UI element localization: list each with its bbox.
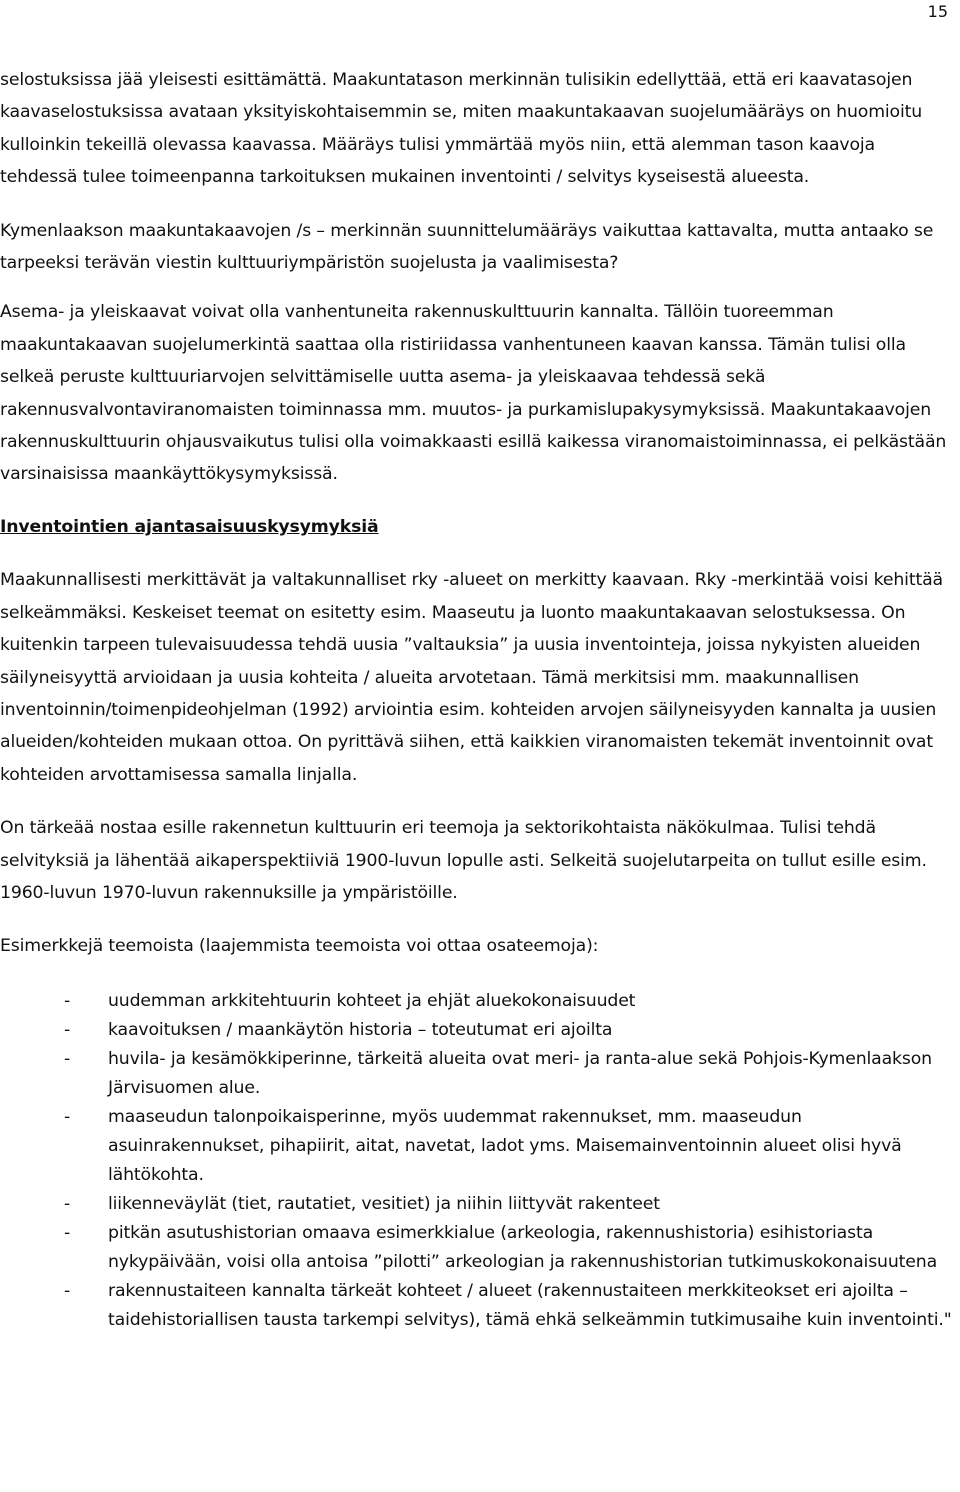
- list-item-text: huvila- ja kesämökkiperinne, tärkeitä alueita ovat meri- ja ranta-alue sekä Pohjois-Kymenlaakson Järvisuomen alue.: [108, 1048, 932, 1098]
- list-marker: -: [64, 1106, 71, 1127]
- theme-list: [0, 987, 952, 1335]
- list-item-text: rakennustaiteen kannalta tärkeät kohteet / alueet (rakennustaiteen merkkiteokset eri ajoilta – taidehistoriallisen tausta tarkempi selvitys), tämä ehkä selkeämmin tutkimusaihe kuin inventointi.": [108, 1280, 952, 1330]
- paragraph: On tärkeää nostaa esille rakennetun kulttuurin eri teemoja ja sektorikohtaista näkökulmaa. Tulisi tehdä selvityksiä ja lähentää aikaperspektiiviä 1900-luvun lopulle asti. Selkeitä suojelutarpeita on tullut esille esim. 1960-luvun 1970-luvun rakennuksille ja ympäristöille.: [0, 818, 927, 903]
- list-item-text: uudemman arkkitehtuurin kohteet ja ehjät aluekokonaisuudet: [108, 990, 636, 1011]
- list-marker: -: [64, 1048, 71, 1069]
- list-item: [0, 1190, 952, 1219]
- list-marker: -: [64, 1222, 71, 1243]
- list-item: [0, 1016, 952, 1045]
- list-item-text: maaseudun talonpoikaisperinne, myös uudemmat rakennukset, mm. maaseudun asuinrakennukset, pihapiirit, aitat, navetat, ladot yms. Maisemainventoinnin alueet olisi hyvä lähtökohta.: [108, 1106, 902, 1185]
- list-item: [0, 987, 952, 1016]
- paragraph: Asema- ja yleiskaavat voivat olla vanhentuneita rakennuskulttuurin kannalta. Tällöin tuoreemman maakuntakaavan suojelumerkintä saattaa olla ristiriidassa vanhentuneen kaavan kanssa. Tämän tulisi olla selkeä peruste kulttuuriarvojen selvittämiselle uutta asema- ja yleiskaavaa tehdessä sekä rakennusvalvontaviranomaisten toiminnassa mm. muutos- ja purkamislupakysymyksissä. Maakuntakaavojen rakennuskulttuurin ohjausvaikutus tulisi olla voimakkaasti esillä kaikessa viranomaistoiminnassa, ei pelkästään varsinaisissa maankäyttökysymyksissä.: [0, 302, 947, 485]
- list-marker: -: [64, 1019, 71, 1040]
- list-marker: -: [64, 1193, 71, 1214]
- page-number: 15: [927, 2, 948, 21]
- paragraph: Esimerkkejä teemoista (laajemmista teemoista voi ottaa osateemoja):: [0, 936, 599, 957]
- document-body: [0, 64, 952, 1335]
- paragraph: Kymenlaakson maakuntakaavojen /s – merkinnän suunnittelumääräys vaikuttaa kattavalta, mutta antaako se tarpeeksi terävän viestin kulttuuriympäristön suojelusta ja vaalimisesta?: [0, 220, 934, 274]
- paragraph: Maakunnallisesti merkittävät ja valtakunnalliset rky -alueet on merkitty kaavaan. Rky -merkintää voisi kehittää selkeämmäksi. Keskeiset teemat on esitetty esim. Maaseutu ja luonto maakuntakaavan selostuksessa. On kuitenkin tarpeen tulevaisuudessa tehdä uusia ”valtauksia” ja uusia inventointeja, joissa nykyisten alueiden säilyneisyyttä arvioidaan ja uusia kohteita / alueita arvotetaan. Tämä merkitsisi mm. maakunnallisen inventoinnin/toimenpideohjelman (1992) arviointia esim. kohteiden arvojen säilyneisyyden kannalta ja uusien alueiden/kohteiden mukaan ottoa. On pyrittävä siihen, että kaikkien viranomaisten tekemät inventoinnit ovat kohteiden arvottamisessa samalla linjalla.: [0, 570, 943, 785]
- paragraph: selostuksissa jää yleisesti esittämättä. Maakuntatason merkinnän tulisikin edellyttää, että eri kaavatasojen kaavaselostuksissa avataan yksityiskohtaisemmin se, miten maakuntakaavan suojelumääräys on huomioitu kulloinkin tekeillä olevassa kaavassa. Määräys tulisi ymmärtää myös niin, että alemman tason kaavoja tehdessä tulee toimeenpanna tarkoituksen mukainen inventointi / selvitys kyseisestä alueesta.: [0, 70, 923, 188]
- list-marker: -: [64, 990, 71, 1011]
- list-item: [0, 1277, 952, 1335]
- list-item: [0, 1219, 952, 1277]
- section-heading: Inventointien ajantasaisuuskysymyksiä: [0, 516, 379, 537]
- list-marker: -: [64, 1280, 71, 1301]
- list-item: [0, 1103, 952, 1190]
- list-item-text: kaavoituksen / maankäytön historia – toteutumat eri ajoilta: [108, 1019, 613, 1040]
- list-item-text: pitkän asutushistorian omaava esimerkkialue (arkeologia, rakennushistoria) esihistoriasta nykypäivään, voisi olla antoisa ”pilotti” arkeologian ja rakennushistorian tutkimuskokonaisuutena: [108, 1222, 938, 1272]
- list-item-text: liikenneväylät (tiet, rautatiet, vesitiet) ja niihin liittyvät rakenteet: [108, 1193, 660, 1214]
- list-item: [0, 1045, 952, 1103]
